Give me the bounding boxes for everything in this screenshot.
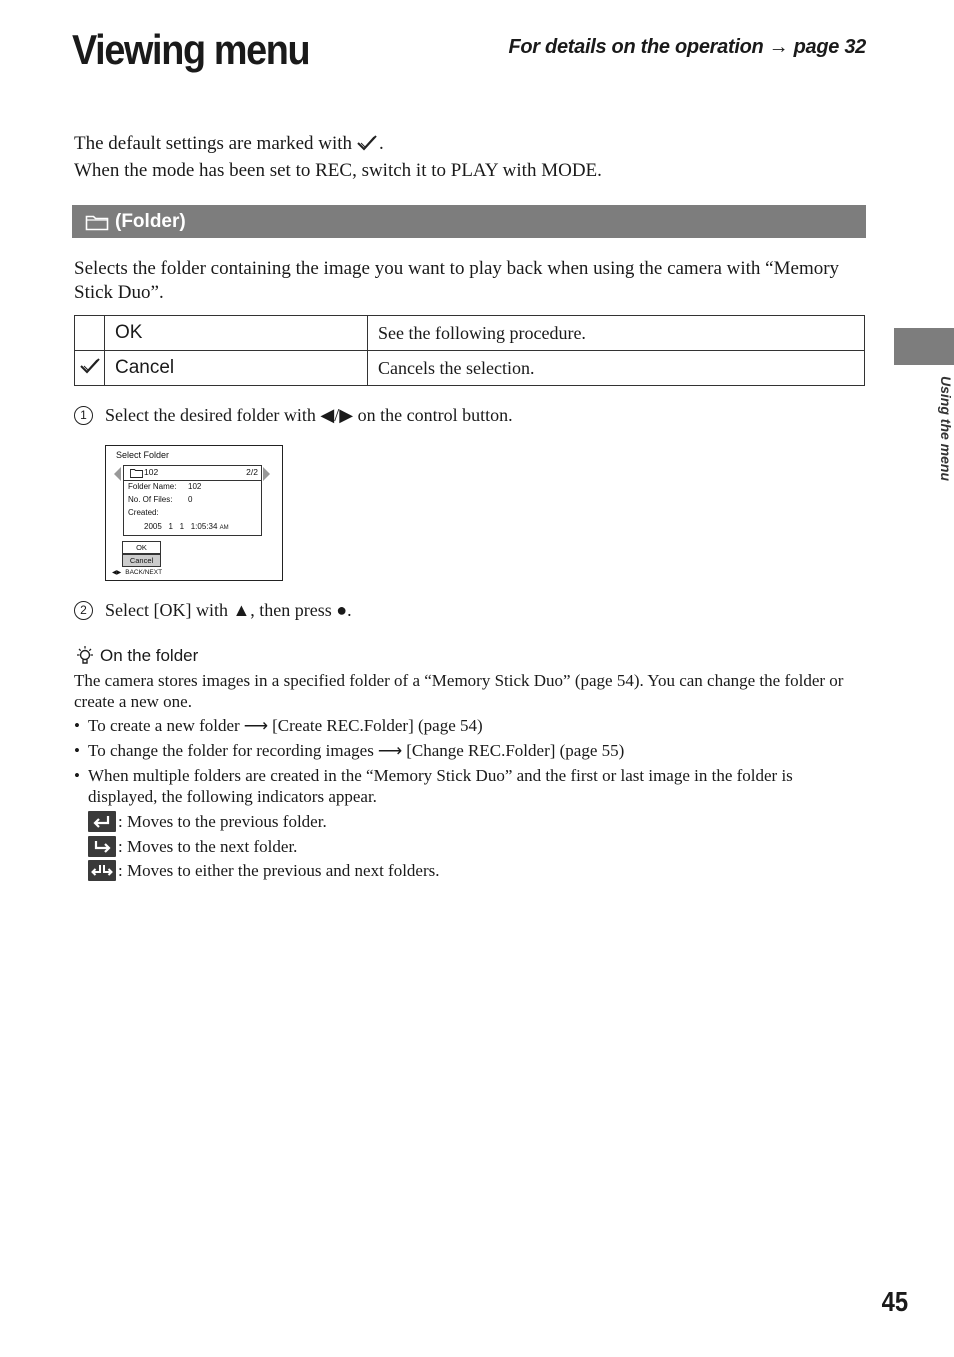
folder-number: 102 [144, 467, 159, 477]
files-value: 0 [188, 495, 193, 504]
indicator-text: : Moves to the previous folder. [118, 811, 327, 831]
bullet-content [88, 715, 483, 736]
intro-line-1-end: . [379, 133, 384, 154]
tip-body: The camera stores images in a specified folder of a “Memory Stick Duo” (page 54). You can change the folder or create a new one. [74, 671, 844, 711]
bullet-item [74, 765, 864, 807]
bullet-target: [Create REC.Folder] (page 54) [272, 716, 483, 735]
bullet-item [74, 715, 864, 736]
created-label: Created: [128, 508, 159, 517]
intro-line-1-text: The default settings are marked with [74, 133, 353, 154]
folder-count: 2/2 [246, 467, 258, 477]
side-tab-label: Using the menu [938, 376, 954, 482]
option-row-cancel [75, 351, 865, 386]
camera-screen-illustration [105, 445, 283, 581]
screen-ok-button: OK [122, 541, 161, 554]
step-text: Select [OK] with ▲, then press ●. [105, 600, 352, 620]
bullet-dot: • [74, 766, 80, 785]
folder-name-label: Folder Name: [128, 482, 177, 491]
left-arrow-icon [114, 467, 121, 481]
arrow-right-icon: ⟶ [243, 716, 269, 735]
folder-name-value: 102 [188, 482, 202, 491]
section-description: Selects the folder containing the image you want to play back when using the camera with “Memory Stick Duo”. [74, 258, 840, 303]
screen-cancel-button: Cancel [122, 554, 161, 567]
files-row [128, 495, 193, 504]
section-header-folder [72, 205, 866, 238]
step-number: 1 [74, 406, 93, 425]
page-title: Viewing menu [72, 26, 310, 73]
option-default-marker [75, 351, 105, 386]
bullet-text: To change the folder for recording images [88, 741, 374, 760]
bullet-dot: • [74, 741, 80, 760]
option-label: Cancel [105, 351, 368, 386]
bullet-text: To create a new folder [88, 716, 240, 735]
folder-info-box [123, 465, 262, 536]
step-2 [74, 600, 352, 621]
folder-name-row [128, 482, 202, 491]
bullet-text: When multiple folders are created in the “Memory Stick Duo” and the first or last image in the folder is displayed, the following indicators appear. [88, 766, 793, 806]
step-1 [74, 405, 513, 426]
indicator-text: : Moves to the next folder. [118, 836, 298, 856]
bullet-dot: • [74, 716, 80, 735]
option-description: Cancels the selection. [368, 351, 865, 386]
intro-text [74, 132, 602, 183]
screen-footer [112, 569, 162, 576]
created-value: 2005 1 1 1:05:34 [144, 522, 218, 531]
intro-line-2: When the mode has been set to REC, switch it to PLAY with MODE. [74, 160, 602, 181]
option-row-ok [75, 316, 865, 351]
left-right-arrow-icon: ◀▶ [112, 570, 122, 576]
arrow-right-icon: ⟶ [377, 741, 403, 760]
bullet-content [88, 740, 624, 761]
tip-heading-text: On the folder [100, 646, 199, 665]
screen-footer-text: BACK/NEXT [125, 569, 163, 576]
tip-heading [74, 645, 198, 667]
lightbulb-icon [74, 645, 96, 667]
details-reference: For details on the operation → page 32 [508, 36, 866, 58]
folder-info-header [124, 466, 261, 481]
step-text: Select the desired folder with ◀/▶ on the control button. [105, 405, 513, 425]
option-default-marker-empty [75, 316, 105, 351]
indicator-previous [88, 811, 327, 832]
prev-next-folder-icon [88, 860, 116, 881]
next-folder-icon [88, 836, 116, 857]
indicator-next [88, 836, 297, 857]
bullet-target: [Change REC.Folder] (page 55) [406, 741, 625, 760]
tip-bullets [74, 715, 864, 811]
created-row [144, 522, 229, 531]
default-check-icon [79, 357, 101, 375]
option-description: See the following procedure. [368, 316, 865, 351]
intro-line-1 [74, 132, 602, 159]
side-tab-marker [894, 328, 954, 365]
section-title: (Folder) [115, 210, 186, 232]
right-arrow-icon [263, 467, 270, 481]
indicator-text: : Moves to either the previous and next folders. [118, 860, 440, 880]
files-label: No. Of Files: [128, 495, 173, 504]
step-number: 2 [74, 601, 93, 620]
default-check-icon [356, 134, 378, 159]
folder-icon [85, 213, 109, 231]
screen-title: Select Folder [116, 450, 170, 460]
folder-icon [130, 468, 143, 478]
created-ampm: AM [219, 525, 229, 531]
indicator-both [88, 860, 440, 881]
options-table [74, 315, 865, 386]
bullet-item [74, 740, 864, 761]
option-label: OK [105, 316, 368, 351]
page-number: 45 [881, 1286, 908, 1317]
previous-folder-icon [88, 811, 116, 832]
